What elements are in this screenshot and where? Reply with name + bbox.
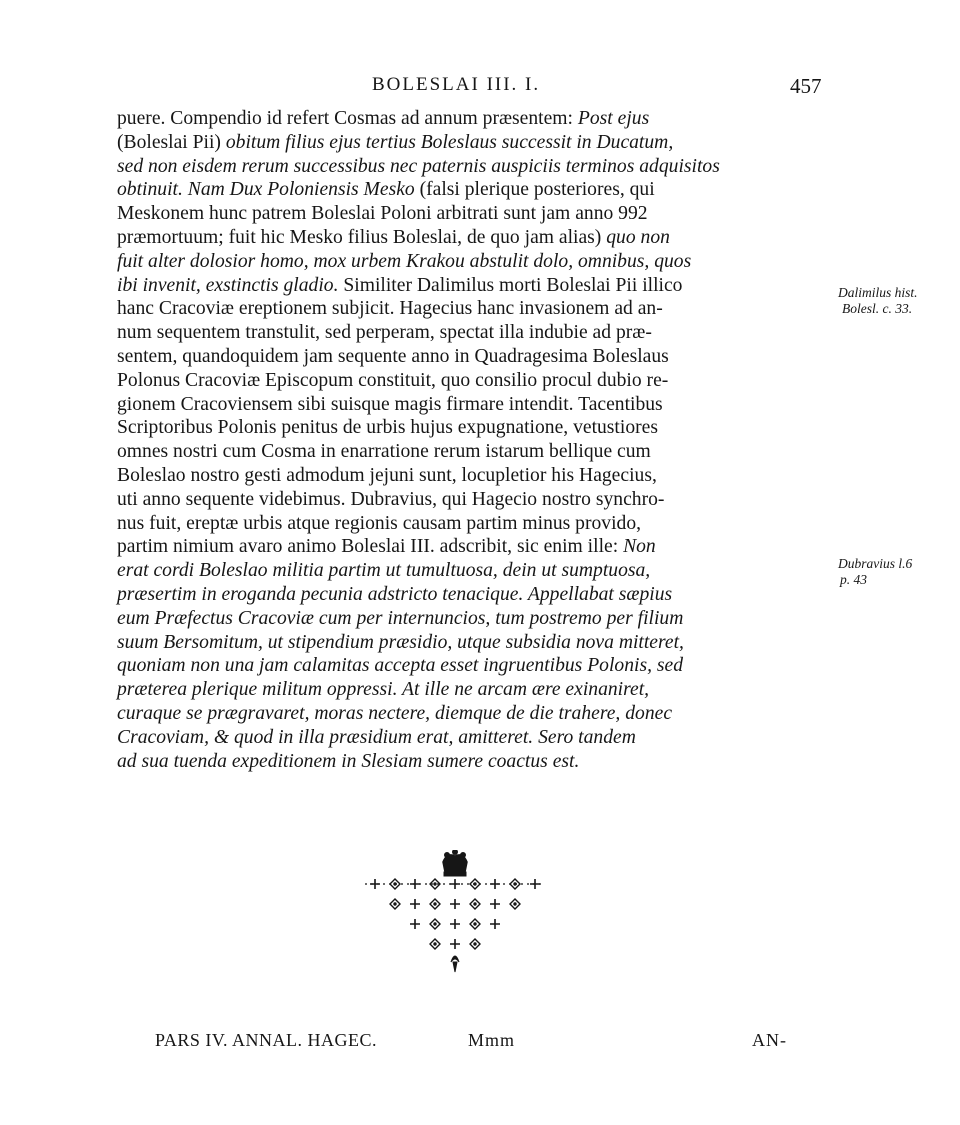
- cross-ornament-icon: [490, 919, 500, 929]
- cross-ornament-icon: [450, 899, 460, 909]
- text-line: [117, 535, 835, 559]
- page-number: 457: [790, 74, 822, 98]
- roman-run: hanc Cracoviæ ereptionem subjicit. Hagecius hanc invasionem ad an-: [117, 298, 663, 320]
- text-line: [117, 750, 835, 774]
- text-line: [117, 250, 835, 274]
- crown-icon: [443, 850, 467, 876]
- italic-run: obitum filius ejus tertius Boleslaus successit in Ducatum,: [225, 131, 674, 153]
- text-line: [117, 464, 835, 488]
- roman-run: (falsi plerique posteriores, qui: [419, 179, 655, 201]
- roman-run: sentem, quandoquidem jam sequente anno in Quadragesima Boleslaus: [117, 345, 669, 367]
- roman-run: Meskonem hunc patrem Boleslai Poloni arbitrati sunt jam anno 992: [117, 203, 648, 225]
- text-line: [117, 178, 835, 202]
- roman-run: præmortuum; fuit hic Mesko filius Boleslai, de quo jam alias): [117, 226, 607, 248]
- text-line: [117, 369, 835, 393]
- text-line: [117, 607, 835, 631]
- italic-run: præterea plerique militum oppressi. At ille ne arcam ære exinaniret,: [117, 679, 650, 701]
- text-line: [117, 131, 835, 155]
- cross-ornament-icon: [530, 879, 540, 889]
- italic-run: Non: [623, 536, 656, 558]
- main-text-block: [117, 107, 835, 773]
- page-footer: [0, 1030, 960, 1060]
- text-line: [117, 226, 835, 250]
- running-title: BOLESLAI III. I.: [372, 74, 541, 95]
- italic-run: ibi invenit, exstinctis gladio.: [117, 274, 344, 296]
- italic-run: præsertim in eroganda pecunia adstricto tenacique. Appellabat sæpius: [117, 583, 673, 605]
- roman-run: (Boleslai Pii): [117, 131, 226, 153]
- text-line: [117, 559, 835, 583]
- margin-note-dalimilus-line2: Bolesl. c. 33.: [842, 301, 913, 316]
- roman-run: partim nimium avaro animo Boleslai III. adscribit, sic enim ille:: [117, 536, 624, 558]
- italic-run: ad sua tuenda expeditionem in Slesiam sumere coactus est.: [117, 750, 580, 772]
- text-line: [117, 155, 835, 179]
- italic-run: fuit alter dolosior homo, mox urbem Krakou abstulit dolo, omnibus, quos: [117, 250, 692, 272]
- italic-run: eum Præfectus Cracoviæ cum per internuncios, tum postremo per filium: [117, 607, 684, 629]
- italic-run: sed non eisdem rerum successibus nec paternis auspiciis terminos adquisitos: [117, 155, 720, 177]
- text-line: [117, 107, 835, 131]
- cross-ornament-icon: [490, 899, 500, 909]
- cross-ornament-icon: [410, 879, 420, 889]
- text-line: [117, 726, 835, 750]
- text-line: [117, 512, 835, 536]
- text-line: [117, 345, 835, 369]
- cross-ornament-icon: [410, 899, 420, 909]
- roman-run: omnes nostri cum Cosma in enarratione rerum istarum bellique cum: [117, 441, 651, 463]
- crown-ornament-icon: [355, 850, 555, 978]
- footer-part-label: PARS IV. ANNAL. HAGEC.: [155, 1030, 378, 1050]
- text-line: [117, 631, 835, 655]
- text-line: [117, 297, 835, 321]
- roman-run: Similiter Dalimilus morti Boleslai Pii illico: [343, 274, 683, 296]
- italic-run: curaque se prægravaret, moras nectere, diemque de die trahere, donec: [117, 702, 673, 724]
- text-line: [117, 583, 835, 607]
- cross-ornament-icon: [450, 879, 460, 889]
- italic-run: Post ejus: [577, 108, 650, 129]
- roman-run: uti anno sequente videbimus. Dubravius, qui Hagecio nostro synchro-: [117, 488, 665, 510]
- italic-run: obtinuit. Nam Dux Poloniensis Mesko: [117, 179, 420, 201]
- margin-note-dubravius-line1: Dubravius l.6: [838, 556, 913, 571]
- italic-run: quoniam non una jam calamitas accepta esset ingruentibus Polonis, sed: [117, 655, 683, 677]
- roman-run: nus fuit, ereptæ urbis atque regionis causam partim minus provido,: [117, 512, 642, 534]
- signature-mark: Mmm: [468, 1030, 516, 1050]
- text-line: [117, 321, 835, 345]
- roman-run: num sequentem transtulit, sed perperam, spectat illa indubie ad præ-: [117, 322, 652, 344]
- catchword: AN-: [752, 1030, 787, 1050]
- text-line: [117, 393, 835, 417]
- text-line: [117, 702, 835, 726]
- cross-ornament-icon: [490, 879, 500, 889]
- italic-run: Cracoviam, & quod in illa præsidium erat, amitteret. Sero tandem: [117, 726, 636, 748]
- text-line: [117, 274, 835, 298]
- italic-run: erat cordi Boleslao militia partim ut tumultuosa, dein ut sumptuosa,: [117, 560, 651, 582]
- margin-note-dalimilus-line1: Dalimilus hist.: [838, 285, 918, 300]
- roman-run: Boleslao nostro gesti admodum jejuni sunt, locupletior his Hagecius,: [117, 464, 657, 486]
- cross-ornament-icon: [410, 919, 420, 929]
- italic-run: quo non: [606, 226, 670, 248]
- running-head: [0, 74, 960, 104]
- text-line: [117, 202, 835, 226]
- margin-note-dubravius: [838, 556, 912, 588]
- text-line: [117, 654, 835, 678]
- roman-run: gionem Cracoviensem sibi suisque magis firmare intendit. Tacentibus: [117, 393, 663, 415]
- text-line: [117, 678, 835, 702]
- cross-ornament-icon: [450, 919, 460, 929]
- cross-ornament-icon: [370, 879, 380, 889]
- margin-note-dalimilus: [838, 285, 918, 317]
- roman-run: Polonus Cracoviæ Episcopum constituit, quo consilio procul dubio re-: [117, 369, 669, 391]
- cross-ornament-icon: [450, 939, 460, 949]
- roman-run: puere. Compendio id refert Cosmas ad annum præsentem:: [117, 108, 578, 129]
- text-line: [117, 488, 835, 512]
- text-line: [117, 440, 835, 464]
- margin-note-dubravius-line2: p. 43: [840, 572, 867, 587]
- roman-run: Scriptoribus Polonis penitus de urbis hujus expugnatione, vetustiores: [117, 417, 658, 439]
- text-line: [117, 416, 835, 440]
- italic-run: suum Bersomitum, ut stipendium præsidio, utque subsidia nova mitteret,: [117, 631, 684, 653]
